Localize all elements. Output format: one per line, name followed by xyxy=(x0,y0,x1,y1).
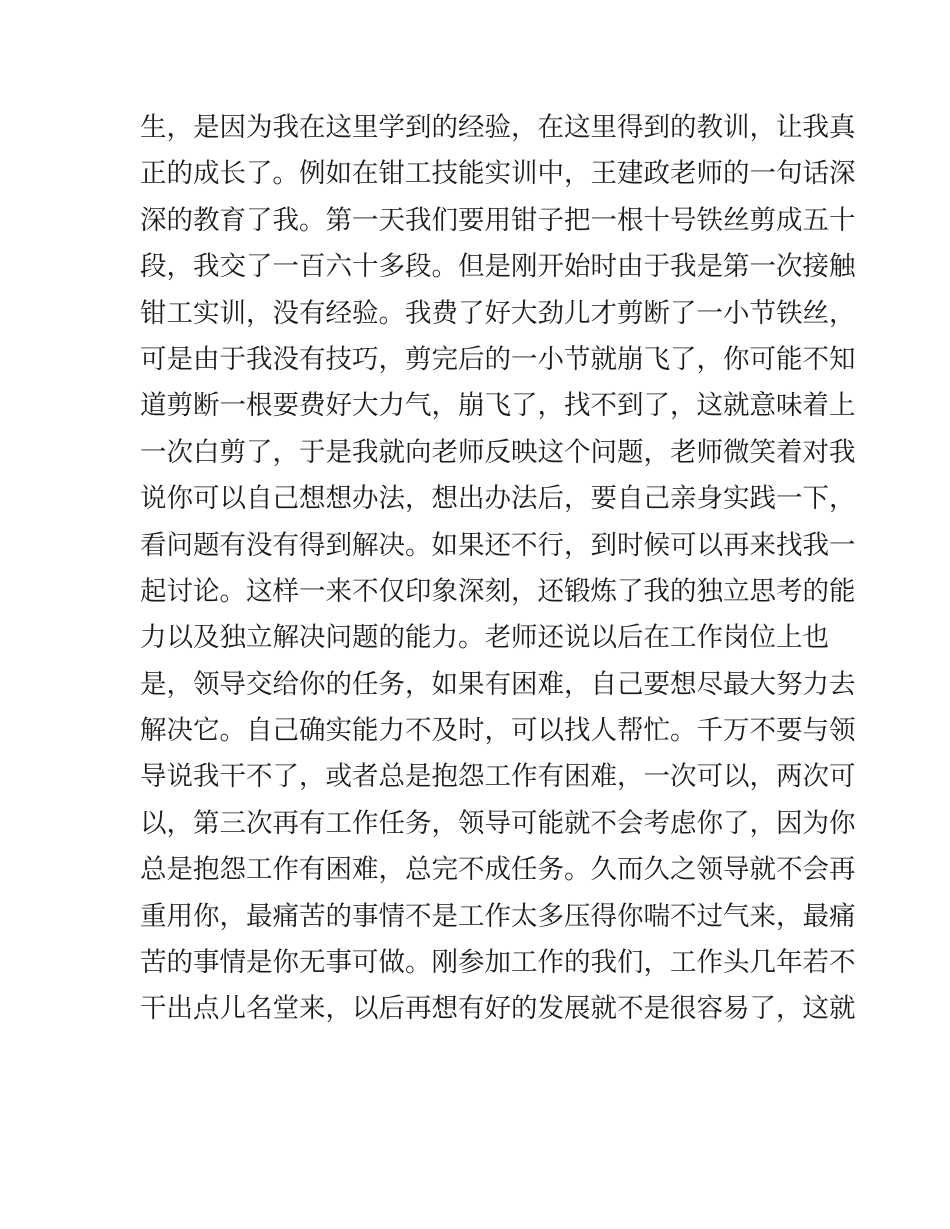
text-line: 一次白剪了，于是我就向老师反映这个问题，老师微笑着对我 xyxy=(140,436,856,468)
text-line: 总是抱怨工作有困难，总完不成任务。久而久之领导就不会再 xyxy=(140,854,856,886)
text-line: 说你可以自己想想办法，想出办法后，要自己亲身实践一下， xyxy=(140,483,856,515)
body-text xyxy=(140,105,856,1033)
text-line: 正的成长了。例如在钳工技能实训中，王建政老师的一句话深 xyxy=(140,158,856,190)
text-line: 导说我干不了，或者总是抱怨工作有困难，一次可以，两次可 xyxy=(140,761,856,793)
text-line: 力以及独立解决问题的能力。老师还说以后在工作岗位上也 xyxy=(140,622,829,654)
text-line: 钳工实训，没有经验。我费了好大劲儿才剪断了一小节铁丝， xyxy=(140,297,856,329)
text-line: 道剪断一根要费好大力气，崩飞了，找不到了，这就意味着上 xyxy=(140,390,856,422)
text-line: 是，领导交给你的任务，如果有困难，自己要想尽最大努力去 xyxy=(140,668,856,700)
text-line: 段，我交了一百六十多段。但是刚开始时由于我是第一次接触 xyxy=(140,251,856,283)
text-line: 深的教育了我。第一天我们要用钳子把一根十号铁丝剪成五十 xyxy=(140,204,856,236)
text-line: 可是由于我没有技巧，剪完后的一小节就崩飞了，你可能不知 xyxy=(140,343,856,375)
text-line: 解决它。自己确实能力不及时，可以找人帮忙。千万不要与领 xyxy=(140,715,856,747)
text-line: 以，第三次再有工作任务，领导可能就不会考虑你了，因为你 xyxy=(140,807,856,839)
text-line: 起讨论。这样一来不仅印象深刻，还锻炼了我的独立思考的能 xyxy=(140,575,856,607)
text-line: 苦的事情是你无事可做。刚参加工作的我们，工作头几年若不 xyxy=(140,947,856,979)
text-line: 看问题有没有得到解决。如果还不行，到时候可以再来找我一 xyxy=(140,529,856,561)
text-line: 干出点儿名堂来，以后再想有好的发展就不是很容易了，这就 xyxy=(140,993,856,1025)
text-line: 生，是因为我在这里学到的经验，在这里得到的教训，让我真 xyxy=(140,112,856,143)
text-line: 重用你，最痛苦的事情不是工作太多压得你喘不过气来，最痛 xyxy=(140,900,856,932)
